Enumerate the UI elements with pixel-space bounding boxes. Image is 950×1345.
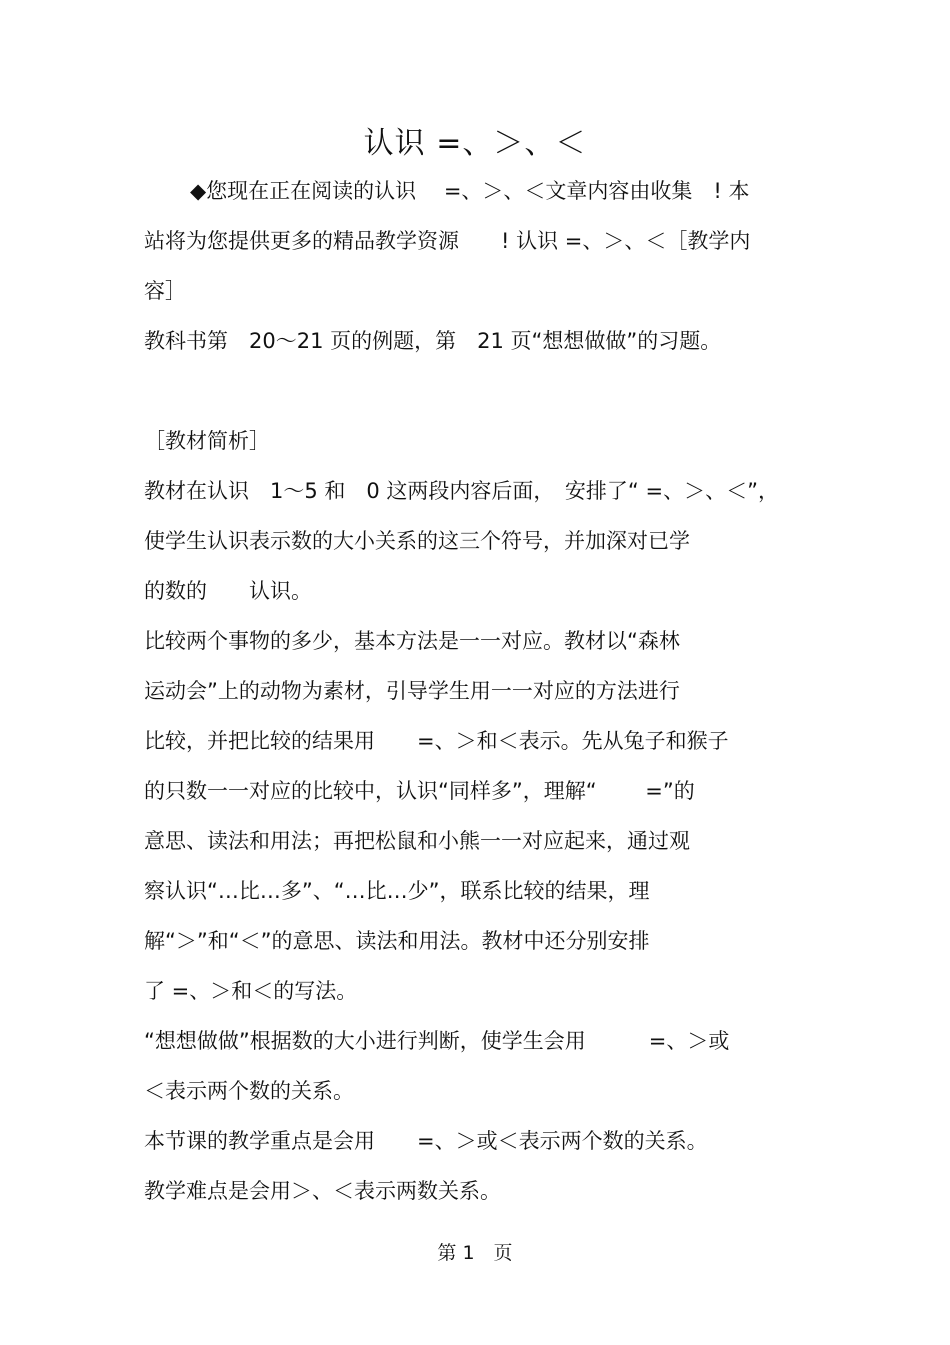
paragraph-line: 了 =、＞和＜的写法。 [144,979,358,1003]
paragraph-line: 教科书第 20～21 页的例题，第 21 页“想想做做”的习题。 [144,329,722,353]
paragraph-line: 比较两个事物的多少，基本方法是一一对应。教材以“森林 [144,629,680,653]
section-heading: ［教材简析］ [144,429,270,453]
paragraph-line: 意思、读法和用法；再把松鼠和小熊一一对应起来，通过观 [144,829,690,853]
paragraph-line-intro: ◆您现在正在阅读的认识 =、＞、＜文章内容由收集 ! 本 [190,179,750,203]
paragraph-line: 察认识“…比…多”、“…比…少”，联系比较的结果，理 [144,879,650,903]
paragraph-line: “想想做做”根据数的大小进行判断，使学生会用 =、＞或 [144,1029,730,1053]
paragraph-line: 的数的 认识。 [144,579,312,603]
paragraph-line: 运动会”上的动物为素材，引导学生用一一对应的方法进行 [144,679,680,703]
paragraph-line: 教学难点是会用＞、＜表示两数关系。 [144,1179,501,1203]
paragraph-line: 站将为您提供更多的精品教学资源 ! 认识 =、＞、＜［教学内 [144,229,751,253]
document-title: 认识 =、＞、＜ [363,126,587,161]
paragraph-line: 比较，并把比较的结果用 =、＞和＜表示。先从兔子和猴子 [144,729,729,753]
paragraph-line: 教材在认识 1～5 和 0 这两段内容后面， 安排了“ =、＞、＜”， [144,479,779,503]
paragraph-line: 使学生认识表示数的大小关系的这三个符号，并加深对已学 [144,529,690,553]
paragraph-line: 解“＞”和“＜”的意思、读法和用法。教材中还分别安排 [144,929,650,953]
paragraph-line: 容］ [144,279,186,303]
paragraph-line: 本节课的教学重点是会用 =、＞或＜表示两个数的关系。 [144,1129,708,1153]
page-number: 第 1 页 [437,1242,513,1264]
paragraph-line: ＜表示两个数的关系。 [144,1079,354,1103]
paragraph-line: 的只数一一对应的比较中，认识“同样多”，理解“ =”的 [144,779,695,803]
